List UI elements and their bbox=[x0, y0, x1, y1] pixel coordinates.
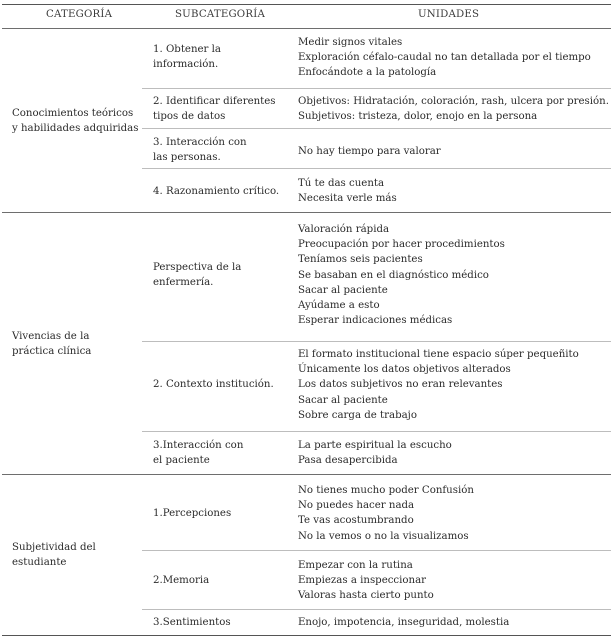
cell-text: 1. Obtener la bbox=[153, 44, 221, 55]
units-3-2 bbox=[298, 558, 610, 604]
cell-text: práctica clínica bbox=[12, 346, 92, 358]
group-rule bbox=[2, 212, 611, 213]
cell-text: Conocimientos teóricos bbox=[12, 108, 134, 119]
cell-text: 2. Identificar diferentes bbox=[153, 96, 276, 107]
units-1-4 bbox=[298, 176, 610, 206]
cell-text: 2. Contexto institución. bbox=[153, 379, 274, 390]
unit-item: Únicamente los datos objetivos alterados bbox=[298, 364, 511, 376]
header-subcategory: SUBCATEGORÍA bbox=[175, 9, 266, 20]
subcategory-2-1 bbox=[153, 260, 288, 290]
cell-text: 4. Razonamiento crítico. bbox=[153, 186, 280, 197]
category-1 bbox=[12, 106, 140, 136]
row-rule bbox=[142, 550, 611, 551]
unit-item: Sobre carga de trabajo bbox=[298, 409, 417, 421]
category-3 bbox=[12, 540, 140, 570]
unit-item: Teníamos seis pacientes bbox=[298, 254, 423, 266]
cell-text: tipos de datos bbox=[153, 111, 226, 123]
group-rule bbox=[2, 474, 611, 475]
cell-text: y habilidades adquiridas bbox=[12, 123, 139, 135]
row-rule bbox=[142, 609, 611, 610]
cell-text: Perspectiva de la bbox=[153, 262, 242, 273]
unit-item: Subjetivos: tristeza, dolor, enojo en la persona bbox=[298, 111, 538, 123]
units-1-1 bbox=[298, 35, 610, 81]
unit-item: El formato institucional tiene espacio súper pequeñito bbox=[298, 349, 579, 360]
subcategory-1-1 bbox=[153, 42, 288, 72]
units-2-3 bbox=[298, 438, 610, 468]
unit-item: Sacar al paciente bbox=[298, 394, 388, 406]
unit-item: No tienes mucho poder Confusión bbox=[298, 485, 474, 496]
subcategory-1-4 bbox=[153, 184, 288, 199]
subcategory-2-3 bbox=[153, 438, 288, 468]
units-1-3 bbox=[298, 144, 610, 159]
unit-item: No puedes hacer nada bbox=[298, 500, 415, 512]
cell-text: información. bbox=[153, 59, 219, 71]
unit-item: Medir signos vitales bbox=[298, 37, 403, 48]
unit-item: Enojo, impotencia, inseguridad, molestia bbox=[298, 617, 510, 628]
row-rule bbox=[142, 431, 611, 432]
unit-item: Se basaban en el diagnóstico médico bbox=[298, 269, 489, 281]
cell-text: Subjetividad del bbox=[12, 542, 96, 553]
unit-item: Pasa desapercibida bbox=[298, 455, 398, 467]
unit-item: Los datos subjetivos no eran relevantes bbox=[298, 379, 503, 391]
cell-text: 1.Percepciones bbox=[153, 508, 232, 519]
unit-item: Ayúdame a esto bbox=[298, 300, 380, 312]
unit-item: Exploración céfalo-caudal no tan detallada por el tiempo bbox=[298, 52, 591, 64]
subcategory-1-3 bbox=[153, 135, 288, 165]
unit-item: Enfocándote a la patología bbox=[298, 67, 437, 79]
cell-text: 2.Memoria bbox=[153, 575, 210, 586]
unit-item: Empiezas a inspeccionar bbox=[298, 575, 427, 587]
row-rule bbox=[142, 88, 611, 89]
unit-item: No hay tiempo para valorar bbox=[298, 146, 441, 157]
cell-text: 3.Sentimientos bbox=[153, 617, 231, 628]
unit-item: Necesita verle más bbox=[298, 193, 397, 205]
unit-item: Objetivos: Hidratación, coloración, rash, ulcera por presión. bbox=[298, 96, 609, 107]
header-category: CATEGORÍA bbox=[46, 9, 113, 20]
cell-text: 3.Interacción con bbox=[153, 440, 244, 451]
units-3-3 bbox=[298, 615, 610, 630]
row-rule bbox=[142, 168, 611, 169]
unit-item: No la vemos o no la visualizamos bbox=[298, 530, 469, 542]
header-units: UNIDADES bbox=[418, 9, 480, 20]
unit-item: Esperar indicaciones médicas bbox=[298, 315, 453, 327]
cell-text: Vivencias de la bbox=[12, 331, 90, 342]
cell-text: el paciente bbox=[153, 455, 210, 467]
unit-item: Preocupación por hacer procedimientos bbox=[298, 239, 505, 251]
unit-item: Sacar al paciente bbox=[298, 284, 388, 296]
category-2 bbox=[12, 329, 140, 359]
top-rule bbox=[2, 4, 611, 5]
units-3-1 bbox=[298, 483, 610, 544]
unit-item: La parte espiritual la escucho bbox=[298, 440, 452, 451]
unit-item: Valoras hasta cierto punto bbox=[298, 590, 434, 602]
units-2-2 bbox=[298, 347, 610, 423]
subcategory-3-3 bbox=[153, 615, 288, 630]
cell-text: enfermería. bbox=[153, 277, 214, 289]
header-rule bbox=[2, 28, 611, 29]
subcategory-1-2 bbox=[153, 94, 288, 124]
row-rule bbox=[142, 341, 611, 342]
bottom-rule bbox=[2, 635, 611, 636]
row-rule bbox=[142, 128, 611, 129]
subcategory-3-1 bbox=[153, 506, 288, 521]
unit-item: Empezar con la rutina bbox=[298, 560, 413, 571]
unit-item: Valoración rápida bbox=[298, 224, 390, 235]
units-2-1 bbox=[298, 222, 610, 328]
unit-item: Te vas acostumbrando bbox=[298, 515, 414, 527]
cell-text: estudiante bbox=[12, 557, 67, 569]
units-1-2 bbox=[298, 94, 610, 124]
subcategory-3-2 bbox=[153, 573, 288, 588]
subcategory-2-2 bbox=[153, 377, 288, 392]
cell-text: las personas. bbox=[153, 152, 221, 164]
cell-text: 3. Interacción con bbox=[153, 137, 247, 148]
unit-item: Tú te das cuenta bbox=[298, 178, 385, 189]
